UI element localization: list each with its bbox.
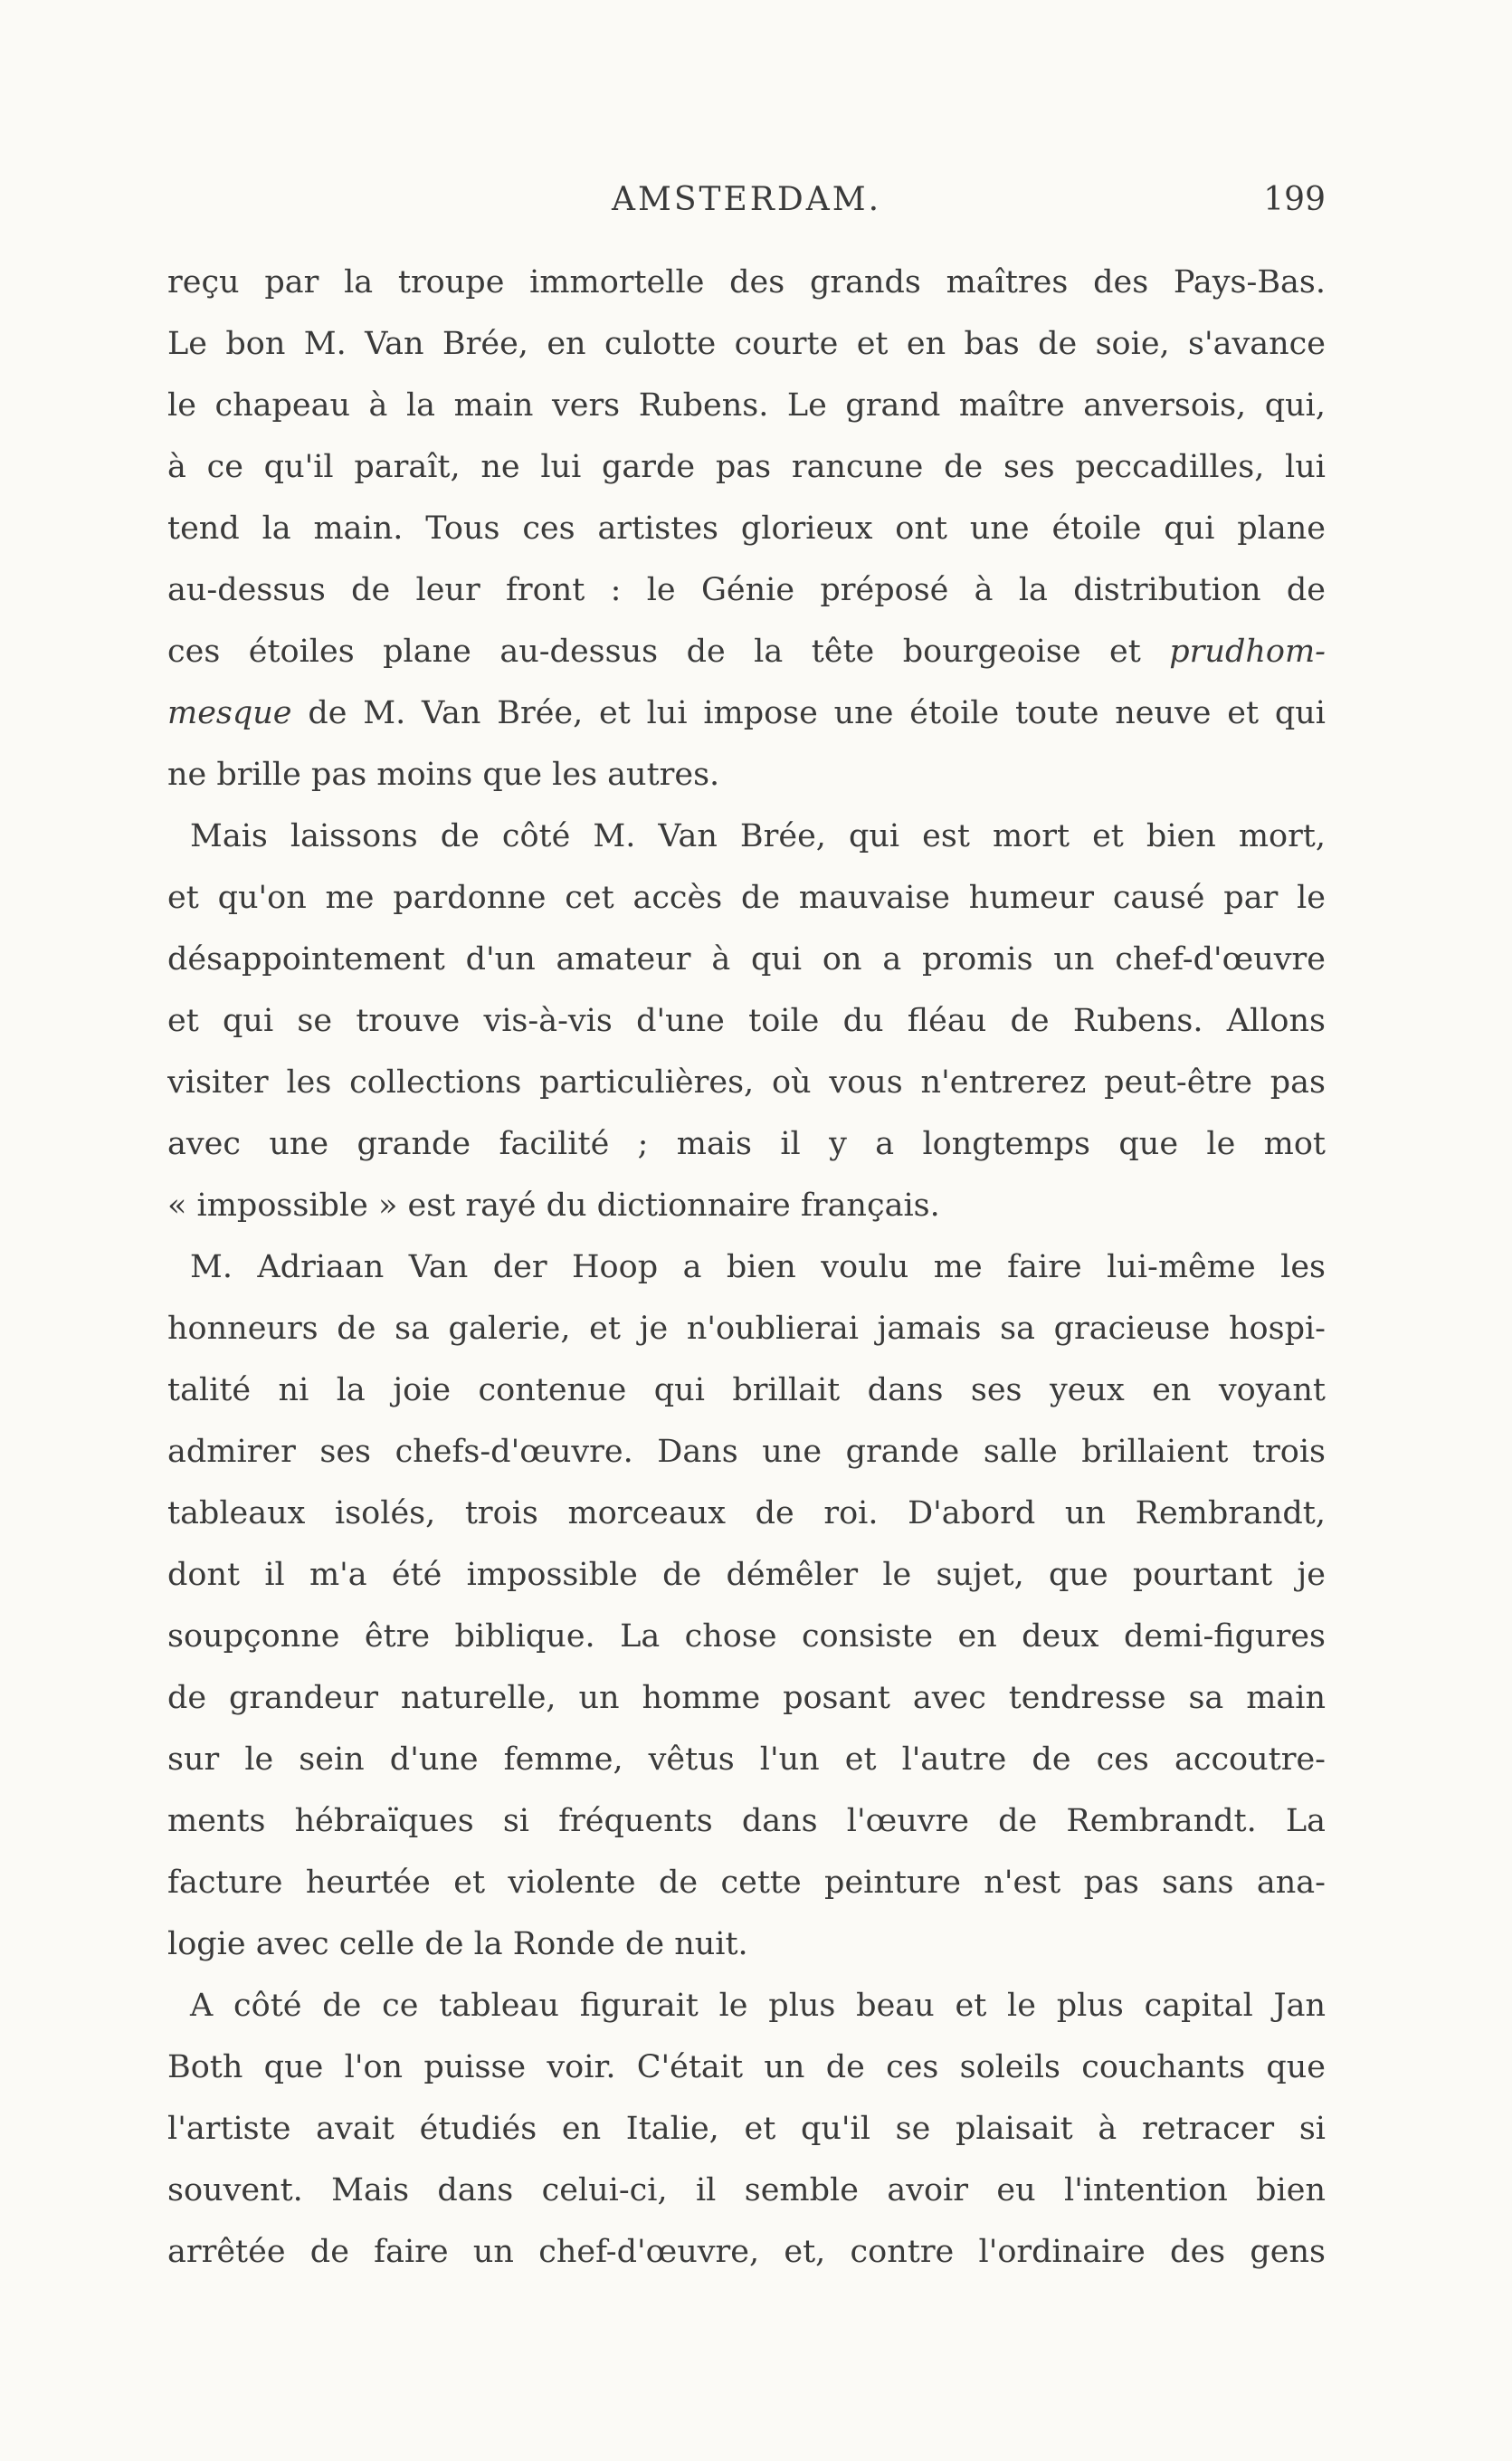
text-line: tableaux isolés, trois morceaux de roi. D'abord un Rembrandt,	[167, 1495, 1326, 1531]
italic-word: prudhom-	[1169, 634, 1326, 670]
text-line	[167, 621, 1326, 682]
text-line: Both que l'on puisse voir. C'était un de ces soleils couchants que	[167, 2049, 1326, 2085]
text-line: honneurs de sa galerie, et je n'oublierai jamais sa gracieuse hospi-	[167, 1311, 1326, 1347]
text-line-part: ces étoiles plane au-dessus de la tête bourgeoise et	[167, 634, 1141, 670]
page-number: 199	[1263, 181, 1326, 218]
text-line: l'artiste avait étudiés en Italie, et qu'il se plaisait à retracer si	[167, 2111, 1326, 2147]
text-line: souvent. Mais dans celui-ci, il semble avoir eu l'intention bien	[167, 2172, 1326, 2208]
text-line: à ce qu'il paraît, ne lui garde pas rancune de ses peccadilles, lui	[167, 449, 1326, 485]
text-line: reçu par la troupe immortelle des grands maîtres des Pays-Bas.	[167, 264, 1326, 300]
text-line: de grandeur naturelle, un homme posant avec tendresse sa main	[167, 1680, 1326, 1716]
text-line: ments hébraïques si fréquents dans l'œuvre de Rembrandt. La	[167, 1803, 1326, 1839]
text-line: et qu'on me pardonne cet accès de mauvaise humeur causé par le	[167, 880, 1326, 916]
text-line: désappointement d'un amateur à qui on a promis un chef-d'œuvre	[167, 941, 1326, 978]
running-title: AMSTERDAM.	[611, 181, 882, 218]
text-line: M. Adriaan Van der Hoop a bien voulu me faire lui-même les	[190, 1249, 1326, 1285]
text-line: facture heurtée et violente de cette peinture n'est pas sans ana-	[167, 1865, 1326, 1901]
text-line: visiter les collections particulières, où vous n'entrerez peut-être pas	[167, 1064, 1326, 1101]
text-line: « impossible » est rayé du dictionnaire français.	[167, 1188, 940, 1224]
text-line-part: de M. Van Brée, et lui impose une étoile toute neuve et qui	[308, 695, 1326, 731]
text-line: au-dessus de leur front : le Génie préposé à la distribution de	[167, 572, 1326, 608]
text-line: A côté de ce tableau figurait le plus beau et le plus capital Jan	[190, 1988, 1326, 2024]
text-line: ne brille pas moins que les autres.	[167, 757, 720, 793]
text-line: logie avec celle de la Ronde de nuit.	[167, 1926, 748, 1962]
text-line: avec une grande facilité ; mais il y a longtemps que le mot	[167, 1126, 1326, 1162]
running-head	[167, 181, 1326, 235]
text-line	[167, 682, 1326, 744]
text-line: arrêtée de faire un chef-d'œuvre, et, contre l'ordinaire des gens	[167, 2234, 1326, 2270]
text-line: Le bon M. Van Brée, en culotte courte et en bas de soie, s'avance	[167, 326, 1326, 362]
text-line: Mais laissons de côté M. Van Brée, qui est mort et bien mort,	[190, 818, 1326, 854]
text-line: le chapeau à la main vers Rubens. Le grand maître anversois, qui,	[167, 387, 1326, 424]
text-line: dont il m'a été impossible de démêler le sujet, que pourtant je	[167, 1557, 1326, 1593]
text-line: et qui se trouve vis-à-vis d'une toile du fléau de Rubens. Allons	[167, 1003, 1326, 1039]
text-line: talité ni la joie contenue qui brillait dans ses yeux en voyant	[167, 1372, 1326, 1408]
text-line: tend la main. Tous ces artistes glorieux ont une étoile qui plane	[167, 510, 1326, 547]
text-line: admirer ses chefs-d'œuvre. Dans une grande salle brillaient trois	[167, 1434, 1326, 1470]
text-line: soupçonne être biblique. La chose consiste en deux demi-figures	[167, 1618, 1326, 1655]
body-text	[167, 252, 1326, 2283]
italic-word: mesque	[167, 695, 292, 731]
text-line: sur le sein d'une femme, vêtus l'un et l'autre de ces accoutre-	[167, 1741, 1326, 1778]
